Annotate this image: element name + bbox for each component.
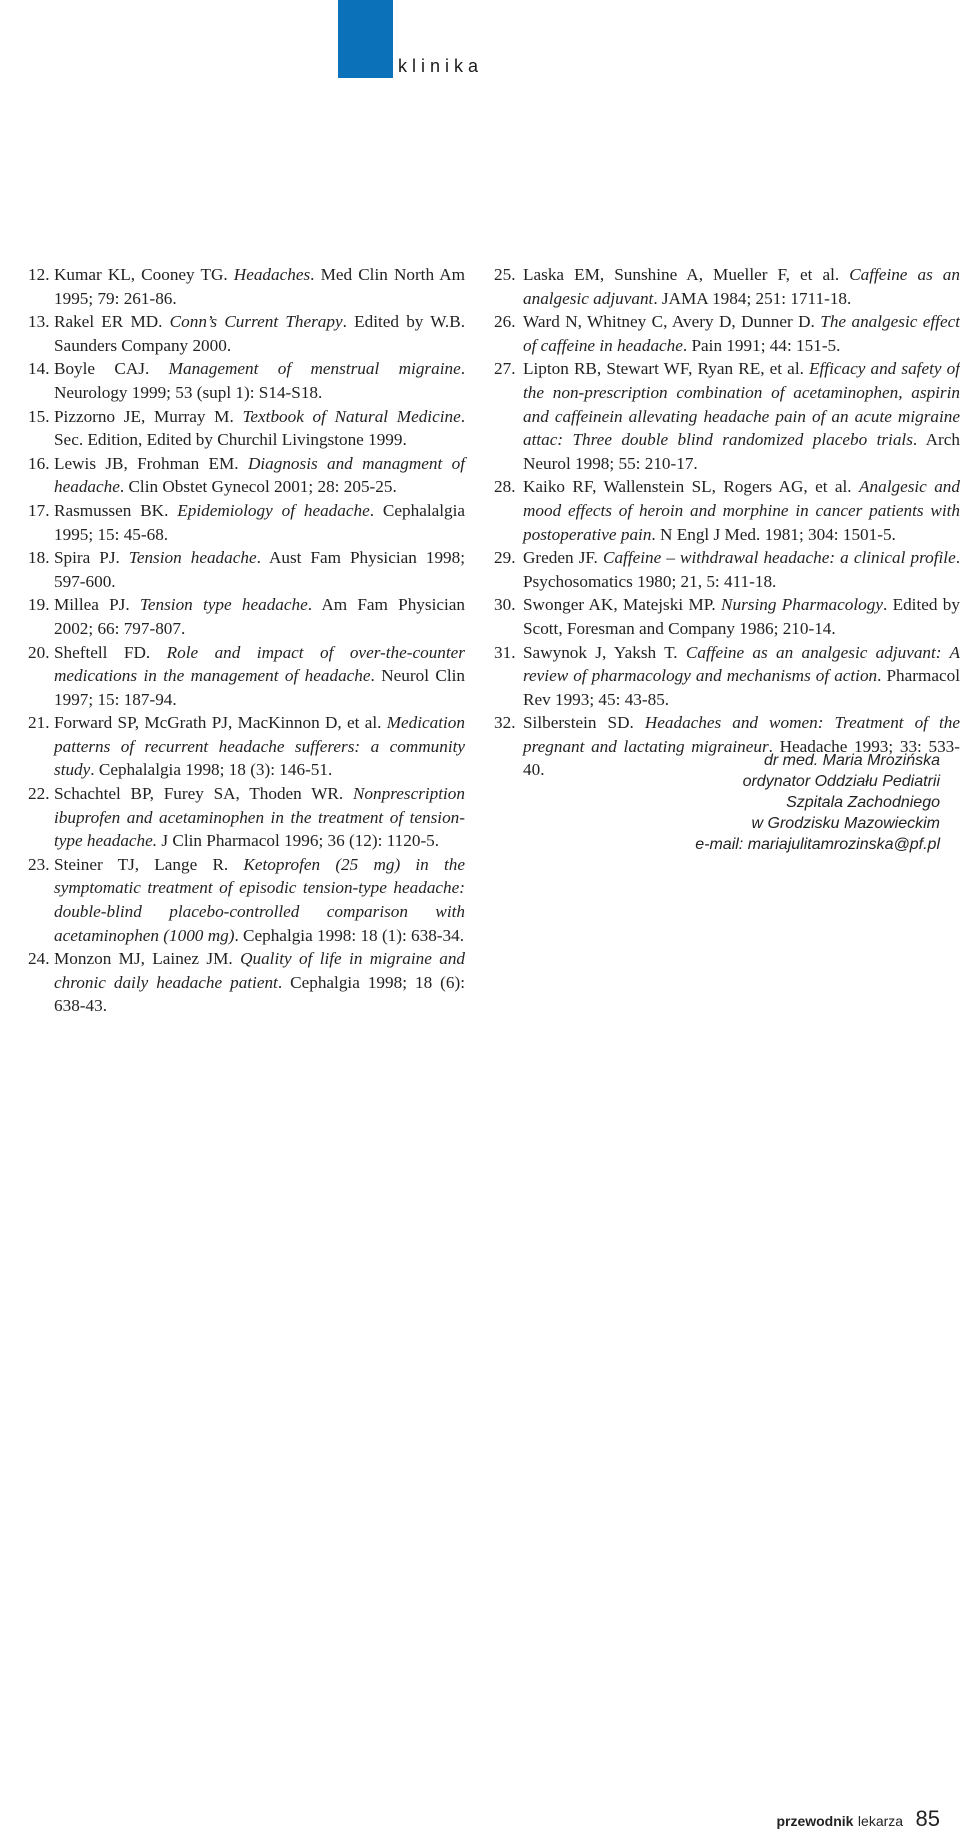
reference-source: . Edited by W.B. Saunders Company 2000.	[54, 312, 465, 355]
journal-name-light: lekarza	[857, 1813, 904, 1829]
reference-number: 29.	[494, 548, 516, 568]
reference-number: 17.	[28, 500, 50, 520]
reference-title: Nonprescription ibuprofen and acetaminophen in the treatment of tension-type headache.	[54, 784, 465, 851]
reference-text	[54, 782, 465, 853]
reference-number: 15.	[28, 406, 50, 426]
reference-authors: Kumar KL, Cooney TG.	[54, 265, 234, 284]
reference-text	[54, 405, 465, 452]
reference-text	[54, 499, 465, 546]
reference-title: Nursing Pharmacology	[721, 595, 883, 615]
page-number: 85	[915, 1806, 940, 1831]
reference-number: 18.	[28, 548, 50, 568]
reference-source: . JAMA 1984; 251: 1711-18.	[653, 288, 852, 308]
reference-text	[54, 853, 465, 947]
reference-text	[54, 947, 465, 1018]
reference-number: 20.	[28, 642, 50, 662]
reference-text	[523, 593, 960, 640]
reference-source: . Cephalalgia 1995; 15: 45-68.	[54, 500, 465, 544]
reference-title: Medication patterns of recurrent headache sufferers: a community study	[54, 713, 465, 780]
reference-authors: Lipton RB, Stewart WF, Ryan RE, et al.	[523, 359, 810, 379]
reference-text	[54, 641, 465, 712]
reference-authors: Steiner TJ, Lange R.	[54, 854, 244, 874]
reference-source: . Med Clin North Am 1995; 79: 261-86.	[54, 265, 465, 308]
reference-authors: Ward N, Whitney C, Avery D, Dunner D.	[523, 312, 821, 332]
reference-authors: Rasmussen BK.	[54, 500, 178, 520]
author-signature	[520, 750, 940, 855]
reference-source: . Cephalgia 1998; 18 (6): 638-43.	[54, 972, 465, 1016]
reference-authors: Spira PJ.	[54, 548, 129, 568]
reference-item	[28, 593, 465, 640]
reference-title: Caffeine – withdrawal headache: a clinical profile	[602, 548, 956, 568]
reference-item	[494, 310, 960, 357]
reference-title: Quality of life in migraine and chronic daily headache patient	[54, 949, 466, 992]
reference-title: Conn’s Current Therapy	[169, 312, 343, 332]
reference-item	[28, 546, 465, 593]
reference-source: . Sec. Edition, Edited by Churchil Livingstone 1999.	[54, 406, 465, 450]
reference-number: 16.	[28, 453, 50, 473]
author-line: w Grodzisku Mazowieckim	[751, 815, 940, 832]
reference-number: 31.	[494, 642, 516, 662]
reference-number: 28.	[494, 477, 516, 497]
reference-text	[54, 452, 465, 499]
reference-text	[523, 263, 960, 310]
reference-item	[494, 475, 960, 546]
reference-item	[28, 499, 465, 546]
reference-authors: Laska EM, Sunshine A, Mueller F, et al.	[523, 265, 850, 284]
reference-item	[494, 357, 960, 475]
reference-text	[523, 475, 960, 546]
reference-source: . Am Fam Physician 2002; 66: 797-807.	[54, 595, 465, 638]
reference-title: Ketoprofen (25 mg) in the symptomatic treatment of episodic tension-type headache: double-blind placebo-controlled comparison with acetaminophen (1000 mg)	[54, 854, 465, 945]
reference-item	[494, 546, 960, 593]
reference-text	[54, 593, 465, 640]
reference-source: . Headache 1993; 33: 533-40.	[523, 736, 960, 780]
reference-source: . Neurology 1999; 53 (supl 1): S14-S18.	[54, 359, 465, 402]
reference-item	[494, 641, 960, 712]
journal-name-bold: przewodnik	[776, 1813, 854, 1829]
reference-authors: Sheftell FD.	[54, 642, 167, 662]
reference-text	[523, 357, 960, 475]
reference-number: 19.	[28, 595, 50, 615]
reference-text	[54, 357, 465, 404]
reference-source: . Psychosomatics 1980; 21, 5: 411-18.	[523, 548, 960, 591]
reference-number: 22.	[28, 784, 50, 804]
reference-source: . Edited by Scott, Foresman and Company 1986; 210-14.	[523, 595, 960, 638]
reference-item	[494, 263, 960, 310]
reference-authors: Greden JF.	[523, 548, 603, 568]
reference-item	[28, 310, 465, 357]
reference-authors: Boyle CAJ.	[54, 359, 169, 379]
reference-title: Epidemiology of headache	[177, 500, 370, 520]
reference-text	[523, 310, 960, 357]
author-line: Szpitala Zachodniego	[786, 794, 940, 811]
author-line: dr med. Maria Mrozińska	[763, 752, 940, 769]
reference-number: 13.	[28, 312, 50, 332]
reference-source: . Neurol Clin 1997; 15: 187-94.	[54, 666, 465, 709]
reference-source: . Cephalgia 1998: 18 (1): 638-34.	[234, 925, 465, 945]
reference-source: . Pharmacol Rev 1993; 45: 43-85.	[523, 666, 960, 709]
reference-source: . Clin Obstet Gynecol 2001; 28: 205-25.	[119, 477, 397, 497]
reference-authors: Silberstein SD.	[523, 713, 645, 733]
reference-authors: Monzon MJ, Lainez JM.	[54, 949, 241, 969]
reference-source: . Pain 1991; 44: 151-5.	[682, 335, 841, 355]
reference-item	[28, 947, 465, 1018]
reference-text	[54, 546, 465, 593]
page-footer	[776, 1806, 940, 1832]
reference-title: Diagnosis and managment of headache	[54, 453, 466, 497]
reference-number: 25.	[494, 265, 516, 284]
author-line: e-mail: mariajulitamrozinska@pf.pl	[695, 836, 940, 853]
reference-text	[54, 711, 465, 782]
reference-authors: Schachtel BP, Furey SA, Thoden WR.	[54, 784, 353, 804]
section-color-block	[338, 0, 393, 78]
references-left-column	[28, 263, 465, 1018]
reference-source: J Clin Pharmacol 1996; 36 (12): 1120-5.	[157, 831, 440, 851]
reference-source: . Arch Neurol 1998; 55: 210-17.	[523, 430, 960, 473]
reference-item	[494, 593, 960, 640]
reference-item	[28, 452, 465, 499]
reference-title: Caffeine as an analgesic adjuvant	[523, 265, 960, 308]
reference-title: Efficacy and safety of the non-prescription combination of acetaminophen, aspirin and caffeinein allevating headache pain of an acute migraine attac: Three double blind randomized placebo trials	[523, 359, 960, 450]
reference-item	[28, 263, 465, 310]
reference-authors: Forward SP, McGrath PJ, MacKinnon D, et al.	[54, 713, 387, 733]
reference-item	[28, 641, 465, 712]
reference-title: Management of menstrual migraine	[168, 359, 461, 379]
reference-title: The analgesic effect of caffeine in headache	[523, 312, 960, 355]
reference-item	[28, 405, 465, 452]
reference-authors: Kaiko RF, Wallenstein SL, Rogers AG, et al.	[523, 477, 860, 497]
reference-text	[54, 263, 465, 310]
reference-source: . Cephalalgia 1998; 18 (3): 146-51.	[90, 760, 333, 780]
reference-number: 23.	[28, 854, 50, 874]
reference-title: Analgesic and mood effects of heroin and morphine in cancer patients with postoperative pain	[523, 477, 960, 544]
references-right-column	[494, 263, 960, 782]
reference-title: Caffeine as an analgesic adjuvant: A review of pharmacology and mechanisms of action	[523, 642, 960, 686]
reference-number: 30.	[494, 595, 516, 615]
reference-authors: Swonger AK, Matejski MP.	[523, 595, 722, 615]
reference-text	[523, 546, 960, 593]
reference-authors: Sawynok J, Yaksh T.	[523, 642, 686, 662]
reference-authors: Millea PJ.	[54, 595, 140, 615]
reference-item	[28, 782, 465, 853]
author-line: ordynator Oddziału Pediatrii	[742, 773, 940, 790]
reference-title: Role and impact of over-the-counter medications in the management of headache	[54, 642, 465, 686]
reference-authors: Pizzorno JE, Murray M.	[54, 406, 243, 426]
reference-item	[28, 357, 465, 404]
reference-item	[28, 711, 465, 782]
reference-number: 14.	[28, 359, 50, 379]
reference-text	[523, 641, 960, 712]
reference-number: 32.	[494, 713, 516, 733]
reference-source: . N Engl J Med. 1981; 304: 1501-5.	[651, 524, 896, 544]
reference-number: 27.	[494, 359, 516, 379]
reference-source: . Aust Fam Physician 1998; 597-600.	[54, 548, 465, 591]
reference-number: 26.	[494, 312, 516, 332]
reference-title: Headaches	[233, 265, 311, 284]
reference-title: Headaches and women: Treatment of the pregnant and lactating migraineur	[523, 713, 960, 756]
reference-number: 12.	[28, 265, 50, 284]
reference-authors: Lewis JB, Frohman EM.	[54, 453, 248, 473]
reference-number: 21.	[28, 713, 50, 733]
reference-title: Textbook of Natural Medicine	[242, 406, 461, 426]
reference-title: Tension type headache	[139, 595, 308, 615]
reference-title: Tension headache	[128, 548, 257, 568]
reference-authors: Rakel ER MD.	[54, 312, 170, 332]
reference-number: 24.	[28, 949, 50, 969]
section-label: klinika	[398, 56, 484, 76]
reference-item	[28, 853, 465, 947]
reference-text	[54, 310, 465, 357]
